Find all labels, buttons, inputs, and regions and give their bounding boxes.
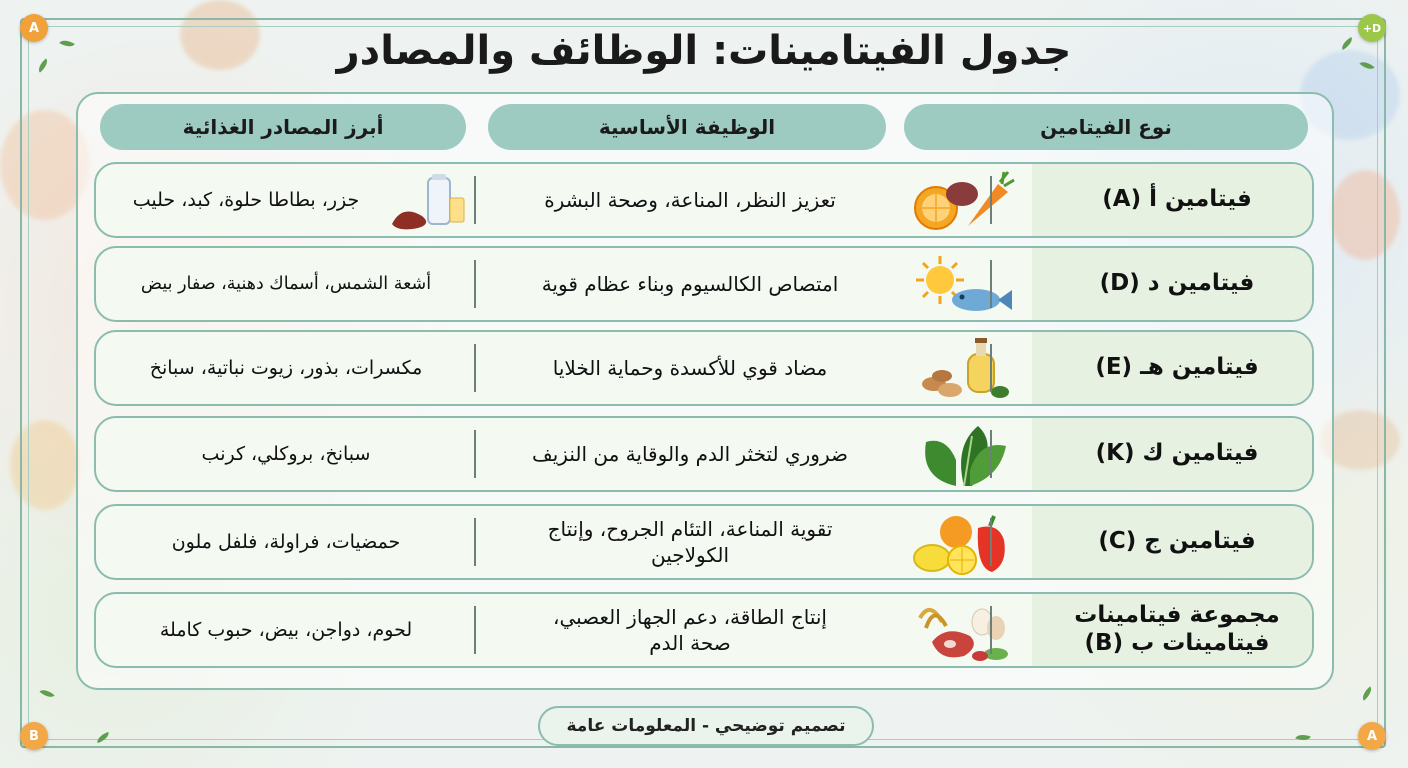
- leafy-greens-icon: [912, 422, 1016, 488]
- table-row-vitamin-d: [94, 246, 1314, 322]
- vitamin-sources: سبانخ، بروكلي، كرنب: [201, 443, 371, 465]
- vitamin-name: فيتامين د (D): [1099, 270, 1255, 297]
- table-row-vitamin-k: [94, 416, 1314, 492]
- corner-badge-top-right: D+: [1358, 14, 1386, 42]
- vitamin-function-line2: صحة الدم: [649, 631, 731, 655]
- vitamin-function: [500, 506, 880, 578]
- table-row-vitamin-a: [94, 162, 1314, 238]
- vitamin-sources: جزر، بطاطا حلوة، كبد، حليب: [132, 189, 360, 211]
- vitamin-function-line1: تقوية المناعة، التئام الجروح، وإنتاج: [547, 517, 833, 541]
- column-divider: [474, 430, 476, 478]
- vitamin-name: فيتامين ك (K): [1095, 440, 1259, 467]
- nuts-oil-icon: [912, 336, 1016, 402]
- column-divider: [990, 176, 992, 224]
- footer-note: تصميم توضيحي - المعلومات عامة: [538, 706, 874, 746]
- vitamin-sources: لحوم، دواجن، بيض، حبوب كاملة: [159, 619, 413, 641]
- vitamin-function: مضاد قوي للأكسدة وحماية الخلايا: [552, 356, 828, 380]
- page-title: جدول الفيتامينات: الوظائف والمصادر: [336, 28, 1072, 74]
- column-divider: [474, 518, 476, 566]
- column-divider: [990, 260, 992, 308]
- corner-badge-top-left: A: [20, 14, 48, 42]
- vitamin-function-line2: الكولاجين: [650, 543, 730, 567]
- column-divider: [474, 260, 476, 308]
- column-divider: [474, 344, 476, 392]
- sun-fish-icon: [912, 252, 1016, 318]
- vitamin-name: [1042, 594, 1312, 666]
- vitamin-sources: حمضيات، فراولة، فلفل ملون: [171, 531, 401, 553]
- corner-badge-bottom-right: A: [1358, 722, 1386, 750]
- vitamin-sources: أشعة الشمس، أسماك دهنية، صفار بيض: [140, 274, 432, 294]
- vitamin-function: تعزيز النظر، المناعة، وصحة البشرة: [544, 188, 836, 212]
- table-row-vitamin-e: [94, 330, 1314, 406]
- column-divider: [990, 518, 992, 566]
- table-row-vitamin-c: [94, 504, 1314, 580]
- header-food-sources: أبرز المصادر الغذائية: [100, 104, 466, 150]
- vitamin-name: فيتامين هـ (E): [1095, 354, 1259, 381]
- column-divider: [474, 606, 476, 654]
- header-vitamin-type: نوع الفيتامين: [904, 104, 1308, 150]
- header-main-function: الوظيفة الأساسية: [488, 104, 886, 150]
- column-divider: [990, 606, 992, 654]
- table-row-vitamin-b: [94, 592, 1314, 668]
- vitamin-function: [500, 594, 880, 666]
- column-divider: [990, 430, 992, 478]
- vitamin-name: فيتامين أ (A): [1102, 186, 1252, 213]
- vitamin-name-line2: فيتامينات ب (B): [1084, 630, 1270, 656]
- corner-badge-bottom-left: B: [20, 722, 48, 750]
- vitamin-function-line1: إنتاج الطاقة، دعم الجهاز العصبي،: [553, 605, 827, 629]
- vitamin-name-line1: مجموعة فيتامينات: [1074, 602, 1280, 629]
- vitamin-function: امتصاص الكالسيوم وبناء عظام قوية: [541, 272, 839, 296]
- column-divider: [990, 344, 992, 392]
- vitamin-name: فيتامين ج (C): [1098, 528, 1256, 555]
- vitamin-function: ضروري لتخثر الدم والوقاية من النزيف: [532, 442, 848, 466]
- milk-liver-icon: [388, 172, 472, 232]
- vitamin-sources: مكسرات، بذور، زيوت نباتية، سبانخ: [149, 357, 423, 379]
- citrus-pepper-icon: [912, 510, 1016, 576]
- orange-sweetpotato-carrot-icon: [912, 168, 1016, 234]
- column-divider: [474, 176, 476, 224]
- meat-grains-eggs-icon: [912, 598, 1016, 664]
